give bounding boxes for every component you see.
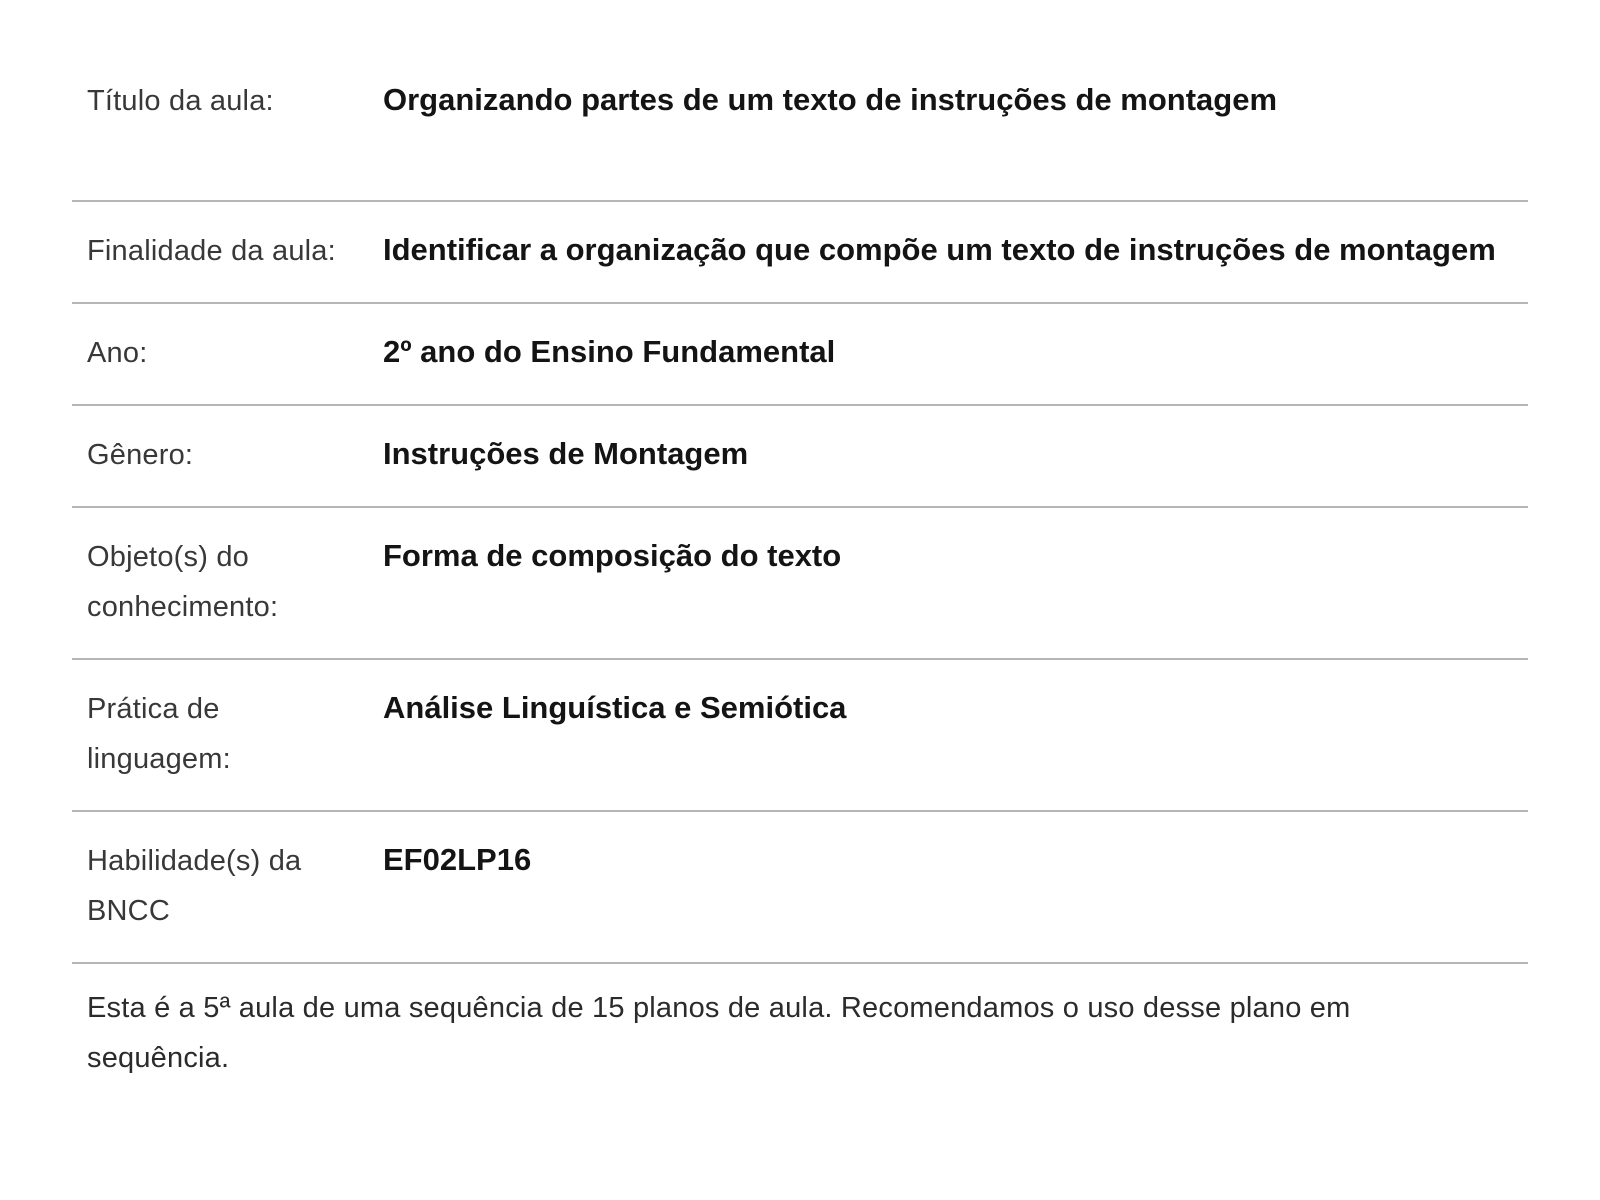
sequence-note: Esta é a 5ª aula de uma sequência de 15 planos de aula. Recomendamos o uso desse plano em sequência. — [87, 992, 1351, 1074]
row-label: Título da aula: — [87, 85, 274, 117]
lesson-plan-sheet — [72, 0, 1528, 1083]
row-finalidade-da-aula — [72, 202, 1528, 304]
row-label: Objeto(s) do conhecimento: — [87, 541, 279, 623]
row-label: Ano: — [87, 337, 148, 369]
row-habilidades-da-bncc — [72, 812, 1528, 964]
row-pratica-de-linguagem — [72, 660, 1528, 812]
row-value: Instruções de Montagem — [383, 436, 749, 471]
row-value: 2º ano do Ensino Fundamental — [383, 334, 836, 369]
row-value: Análise Linguística e Semiótica — [383, 690, 847, 725]
row-value: Forma de composição do texto — [383, 538, 842, 573]
row-value: Identificar a organização que compõe um texto de instruções de montagem — [383, 232, 1496, 267]
row-objetos-do-conhecimento — [72, 508, 1528, 660]
row-titulo-da-aula — [72, 0, 1528, 202]
row-ano — [72, 304, 1528, 406]
row-label: Gênero: — [87, 439, 194, 471]
row-value: EF02LP16 — [383, 842, 532, 877]
row-label: Finalidade da aula: — [87, 235, 336, 267]
row-genero — [72, 406, 1528, 508]
row-label: Habilidade(s) da BNCC — [87, 845, 302, 927]
row-value: Organizando partes de um texto de instruções de montagem — [383, 82, 1278, 117]
row-label: Prática de linguagem: — [87, 693, 231, 775]
